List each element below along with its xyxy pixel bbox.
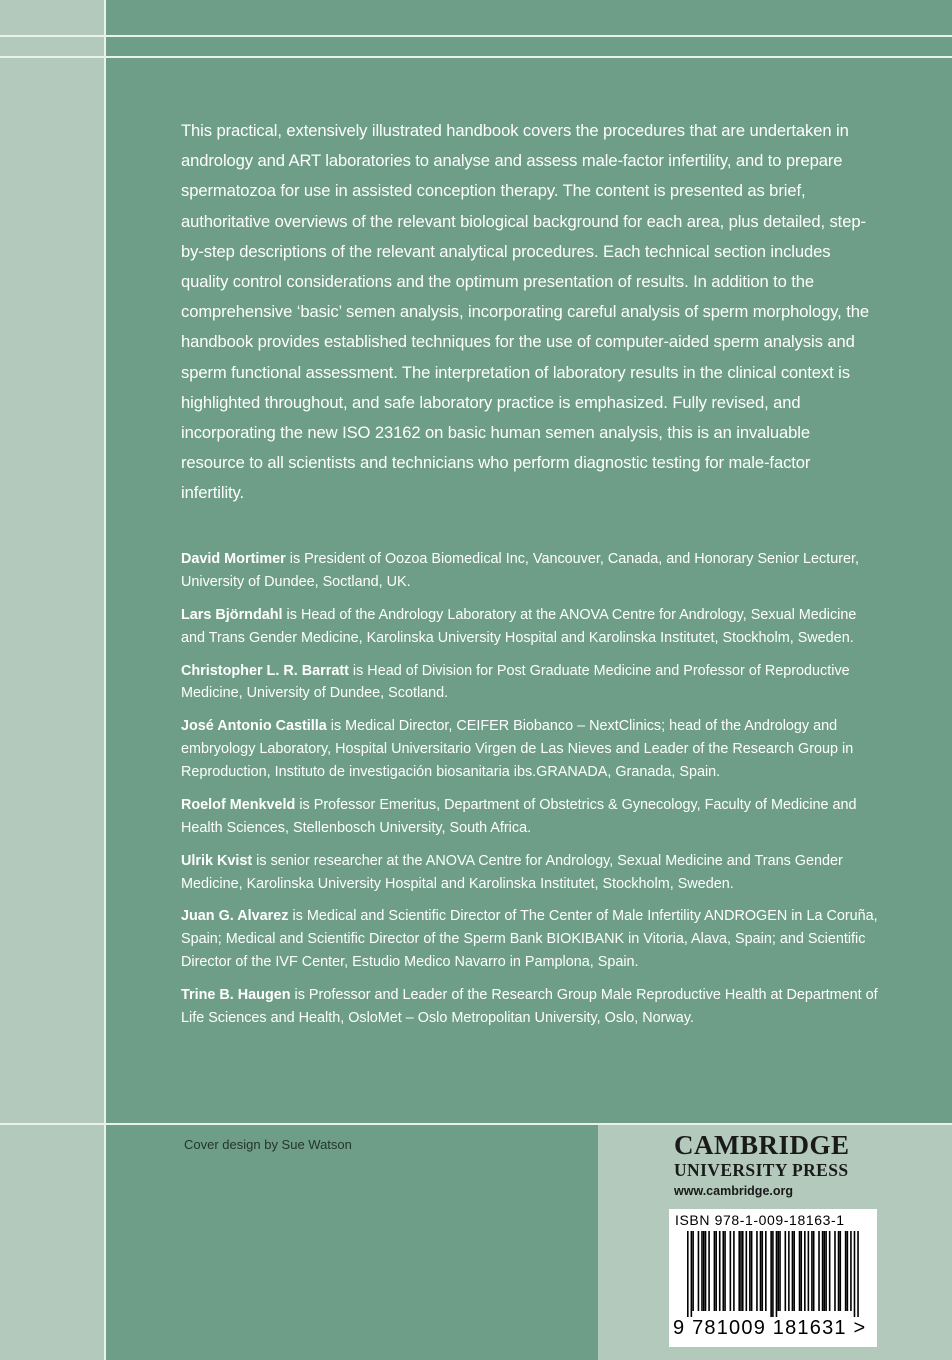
publisher-name: CAMBRIDGE — [674, 1130, 850, 1160]
author-bio — [181, 850, 881, 896]
publisher-subtitle: UNIVERSITY PRESS — [674, 1160, 849, 1180]
book-description: This practical, extensively illustrated handbook covers the procedures that are undertaken in andrology and ART laboratories to analyse and assess male-factor infertility, and to prepare spermatozoa for use in assisted conception therapy. The content is presented as brief, authoritative overviews of the relevant biological background for each area, plus detailed, step-by-step descriptions of the relevant analytical procedures. Each technical section includes quality control considerations and the optimum presentation of results. In addition to the comprehensive ‘basic’ semen analysis, incorporating careful analysis of sperm morphology, the handbook provides established techniques for the use of computer-aided sperm analysis and sperm functional assessment. The interpretation of laboratory results in the clinical context is highlighted throughout, and safe laboratory practice is emphasized. Fully revised, and incorporating the new ISO 23162 on basic human semen analysis, this is an invaluable resource to all scientists and technicians who perform diagnostic testing for male-factor infertility. — [181, 121, 869, 503]
author-description: is Medical Director, CEIFER Biobanco – NextClinics; head of the Andrology and embryology Laboratory, Hospital Universitario Virgen de Las Nieves and Leader of the Research Group in Reproduction, Instituto de investigación biosanitaria ibs.GRANADA, Granada, Spain. — [181, 718, 854, 780]
top-rule-1 — [0, 35, 952, 37]
author-name: Roelof Menkveld — [181, 796, 296, 813]
author-description: is President of Oozoa Biomedical Inc, Vancouver, Canada, and Honorary Senior Lecturer, University of Dundee, Soctland, UK. — [181, 551, 860, 590]
author-description: is Professor Emeritus, Department of Obstetrics & Gynecology, Faculty of Medicine and Health Sciences, Stellenbosch University, South Africa. — [181, 796, 857, 836]
author-bio — [181, 548, 881, 594]
vertical-rule — [104, 0, 106, 1360]
author-bio — [181, 660, 881, 706]
author-name: Christopher L. R. Barratt — [181, 662, 349, 679]
author-bio — [181, 905, 881, 973]
author-bio — [181, 794, 881, 840]
author-name: José Antonio Castilla — [181, 718, 327, 735]
author-bio — [181, 984, 881, 1030]
publisher-url[interactable]: www.cambridge.org — [674, 1184, 794, 1198]
top-rule-2 — [0, 56, 952, 58]
author-bio — [181, 604, 881, 650]
author-name: Ulrik Kvist — [181, 852, 253, 869]
barcode-icon — [687, 1231, 859, 1317]
barcode-digits: 9 781009 181631 > — [673, 1317, 867, 1339]
author-description: is Professor and Leader of the Research Group Male Reproductive Health at Department of Life Sciences and Health, OsloMet – Oslo Metropolitan University, Oslo, Norway. — [181, 987, 878, 1026]
author-bio — [181, 715, 881, 783]
left-decorative-strip — [0, 0, 104, 1360]
publisher-logo — [674, 1130, 884, 1202]
author-name: Trine B. Haugen — [181, 987, 291, 1004]
barcode-box — [669, 1209, 877, 1347]
cover-credit: Cover design by Sue Watson — [184, 1137, 352, 1152]
author-description: is Medical and Scientific Director of The Center of Male Infertility ANDROGEN in La Coruña, Spain; Medical and Scientific Director of the Sperm Bank BIOKIBANK in Vitoria, Alava, Spain; and Scientific Director of the IVF Center, Estudio Medico Navarro in Pamplona, Spain. — [181, 908, 878, 971]
author-name: Juan G. Alvarez — [181, 908, 289, 925]
author-bios — [181, 548, 881, 1040]
author-description: is Head of Division for Post Graduate Medicine and Professor of Reproductive Medicine, University of Dundee, Scotland. — [181, 662, 850, 702]
isbn-text: ISBN 978-1-009-18163-1 — [675, 1212, 845, 1228]
author-description: is Head of the Andrology Laboratory at the ANOVA Centre for Andrology, Sexual Medicine and Trans Gender Medicine, Karolinska University Hospital and Karolinska Institutet, Stockholm, Sweden. — [181, 606, 857, 646]
author-description: is senior researcher at the ANOVA Centre for Andrology, Sexual Medicine and Trans Gender Medicine, Karolinska University Hospital and Karolinska Institutet, Stockholm, Sweden. — [181, 852, 843, 892]
author-name: Lars Björndahl — [181, 606, 283, 623]
author-name: David Mortimer — [181, 551, 286, 567]
